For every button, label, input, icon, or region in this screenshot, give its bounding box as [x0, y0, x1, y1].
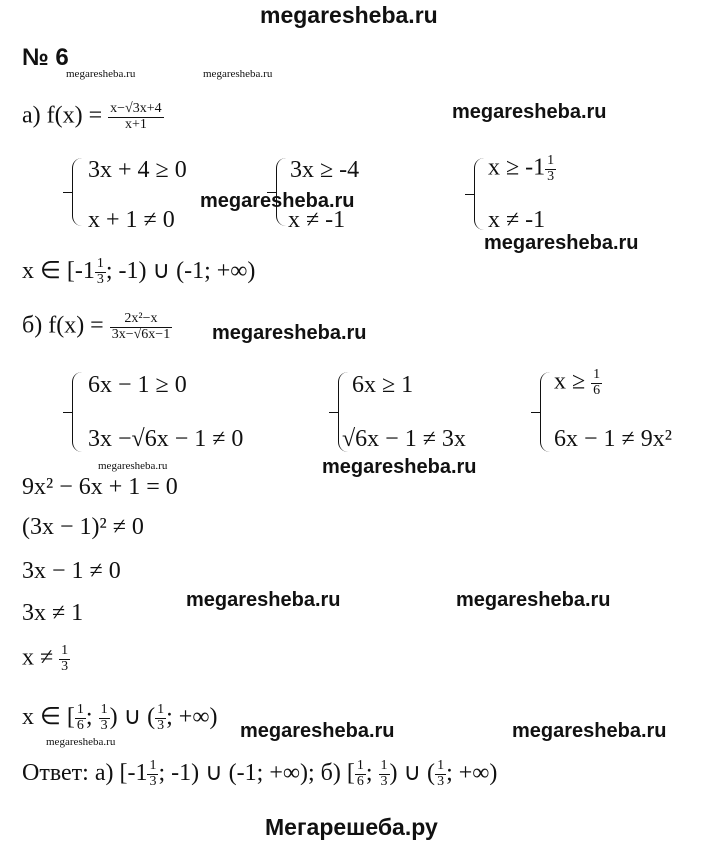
part-a-fraction	[108, 102, 163, 132]
site-watermark-top[interactable]: megaresheba.ru	[260, 2, 438, 28]
watermark: megaresheba.ru	[452, 101, 607, 123]
watermark: megaresheba.ru	[484, 232, 639, 254]
watermark-small: megaresheba.ru	[66, 68, 136, 80]
fraction: $\frac{1}{6}$	[593, 367, 601, 398]
part-a-solution: x ∈ [-1 $\frac{1}{3}$ ; -1) ∪ (-1; +∞)	[22, 256, 256, 287]
fraction: $\frac{1}{3}$	[100, 702, 108, 733]
part-a-label: а) f(x) =	[22, 102, 103, 129]
step-line: 3x ≠ 1	[22, 600, 84, 626]
system-a2-line1: 3x ≥ -4	[290, 157, 360, 183]
system-brace	[72, 158, 83, 226]
watermark: megaresheba.ru	[200, 190, 355, 212]
watermark: megaresheba.ru	[456, 589, 611, 611]
system-brace	[72, 372, 83, 452]
step-line: 9x² − 6x + 1 = 0	[22, 474, 178, 500]
watermark: megaresheba.ru	[212, 322, 367, 344]
step-line: 3x − 1 ≠ 0	[22, 558, 121, 584]
system-a1-line2: x + 1 ≠ 0	[88, 207, 175, 233]
watermark: megaresheba.ru	[322, 456, 477, 478]
fraction: $\frac{1}{3}$	[61, 643, 69, 674]
system-b1-line2: 3x −√6x − 1 ≠ 0	[88, 426, 244, 452]
site-watermark-bottom[interactable]: Мегарешеба.ру	[265, 814, 438, 840]
system-b2-line2: √6x − 1 ≠ 3x	[342, 426, 466, 452]
part-b-solution: x ∈ [ $\frac{1}{6}$ ; $\frac{1}{3}$ ) ∪ ( $\frac{1}{3}$ ; +∞)	[22, 702, 218, 733]
part-b-function	[22, 312, 172, 342]
system-a1-line1: 3x + 4 ≥ 0	[88, 157, 187, 183]
final-answer: Ответ: а) [-1 $\frac{1}{3}$ ; -1) ∪ (-1; +∞); б) [ $\frac{1}{6}$ ; $\frac{1}{3}$ ) ∪ ( $\frac{1}{3}$ ; +∞)	[22, 758, 498, 789]
watermark: megaresheba.ru	[186, 589, 341, 611]
part-b-label: б) f(x) =	[22, 312, 104, 339]
watermark-small: megaresheba.ru	[46, 736, 116, 748]
problem-number: № 6	[22, 44, 69, 71]
watermark: megaresheba.ru	[512, 720, 667, 742]
step-line: x ≠ $\frac{1}{3}$	[22, 643, 69, 674]
system-b3-line2: 6x − 1 ≠ 9x²	[554, 426, 672, 452]
fraction: $\frac{1}{3}$	[547, 153, 555, 184]
system-b1-line1: 6x − 1 ≥ 0	[88, 372, 187, 398]
part-b-numerator: 2x²−x	[124, 311, 158, 326]
fraction: $\frac{1}{3}$	[96, 256, 104, 287]
part-a-function	[22, 102, 164, 132]
fraction: $\frac{1}{3}$	[149, 758, 157, 789]
fraction: $\frac{1}{3}$	[380, 758, 388, 789]
fraction: $\frac{1}{3}$	[437, 758, 445, 789]
watermark-small: megaresheba.ru	[98, 460, 168, 472]
fraction: $\frac{1}{6}$	[356, 758, 364, 789]
part-b-denominator: 3x−√6x−1	[111, 326, 171, 342]
system-brace	[540, 372, 551, 452]
watermark-small: megaresheba.ru	[203, 68, 273, 80]
system-b2-line1: 6x ≥ 1	[352, 372, 414, 398]
system-b3-line1: x ≥ $\frac{1}{6}$	[554, 367, 601, 398]
step-line: (3x − 1)² ≠ 0	[22, 514, 144, 540]
part-b-fraction	[110, 312, 172, 342]
system-a3-line2: x ≠ -1	[488, 207, 546, 233]
system-a2-line2: x ≠ -1	[288, 207, 346, 233]
system-brace	[474, 158, 485, 230]
fraction: $\frac{1}{3}$	[157, 702, 165, 733]
part-a-denominator: x+1	[108, 117, 163, 133]
fraction: $\frac{1}{6}$	[76, 702, 84, 733]
part-a-numerator: x−√3x+4	[110, 101, 162, 116]
system-a3-line1: x ≥ -1 $\frac{1}{3}$	[488, 153, 555, 184]
watermark: megaresheba.ru	[240, 720, 395, 742]
